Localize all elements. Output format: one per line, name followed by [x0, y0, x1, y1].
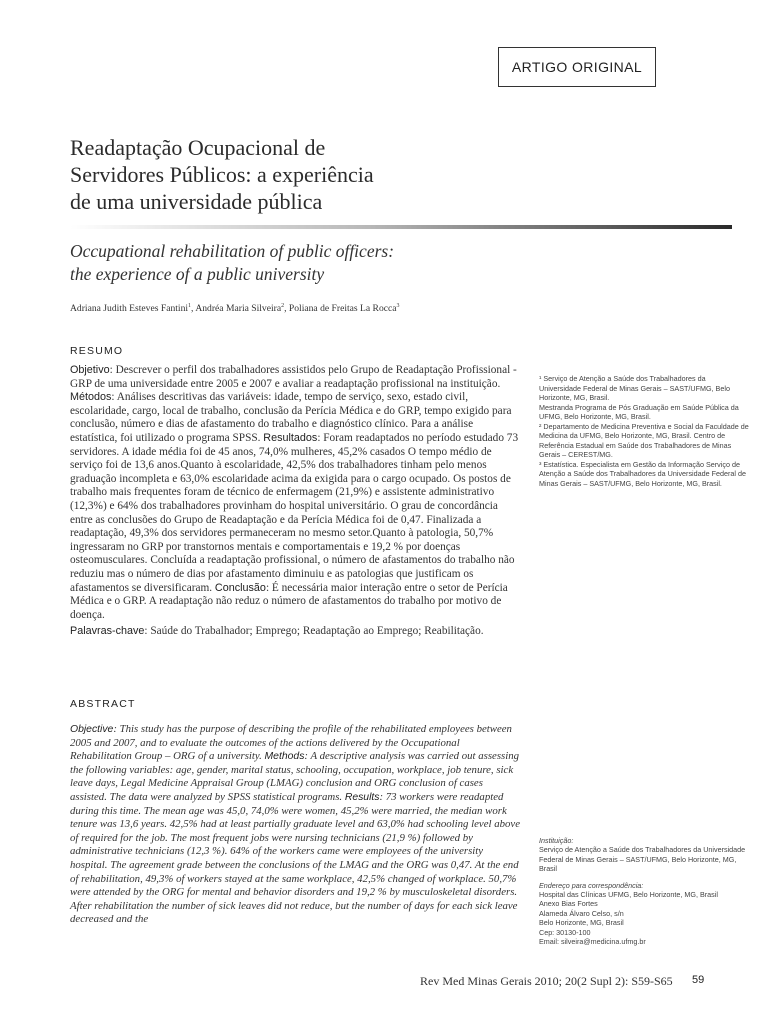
resumo-objetivo-text: : Descrever o perfil dos trabalhadores assistidos pelo Grupo de Readaptação Profissional - GRP de uma universidade entre 2005 e 2007 e avaliar a readaptação profissional na instituição.: [70, 364, 517, 390]
abstract-results-label: Results: [344, 791, 380, 803]
correspondence-label: Endereço para correspondência:: [539, 880, 644, 890]
institution-label: Instituição:: [539, 836, 574, 845]
author-name: Andréa Maria Silveira: [195, 303, 282, 315]
resumo-paragraph: [70, 364, 522, 622]
keywords-label: Palavras-chave: [70, 625, 145, 638]
english-title: [70, 240, 670, 286]
journal-citation: Rev Med Minas Gerais 2010; 20(2 Supl 2): S59-S65: [420, 974, 673, 988]
affiliation-note: ¹ Serviço de Atenção a Saúde dos Trabalhadores da Universidade Federal de Minas Gerais – SAST/UFMG, Belo Horizonte, MG, Brasil.: [539, 374, 730, 402]
abstract-objective-label: Objective: [70, 724, 114, 735]
correspondence-email: Email: silveira@medicina.ufmg.br: [539, 937, 646, 947]
correspondence-line: Hospital das Clínicas UFMG, Belo Horizonte, MG, Brasil: [539, 890, 718, 900]
author-name: Poliana de Freitas La Rocca: [288, 303, 397, 315]
article-title: [70, 134, 540, 215]
title-line: de uma universidade pública: [70, 189, 323, 214]
resumo-resultados-text: : Foram readaptados no período estudado 73 servidores. A idade média foi de 45 anos, 74,0% mulheres, 45,2% casados O tempo médio de serviço foi de 13,6 anos.Quanto à escolaridade, 42,5% dos trabalhadores tinham pelo menos graduação incompleta e 63,0% escolaridade acima da exigida para o cargo ocupado. Os postos de trabalho mais frequentes foram de técnico de enfermagem (21,9%) e assistente administrativo (12,3%) e 64% dos trabalhadores provinham do hospital universitário. O grau de concordância entre as conclusões do Grupo de Readaptação e da Perícia Médica foi de 0,47. Finalizada a readaptação, 49,3% dos servidores permaneceram no mesmo setor.Quanto à patologia, 50,7% ingressaram no GRP por transtornos mentais e comportamentais e 19,2 % por doenças osteomusculares. Concluída a readaptação profissional, o número de afastamentos do trabalho não reduziu mas o número de dias por afastamento diminuiu e as patologias que justificam os afastamentos se diversificaram.: [70, 431, 519, 594]
author-affiliation-mark: 1: [188, 303, 192, 309]
abstract-body: [70, 723, 522, 927]
abstract-results-text: : 73 workers were readapted during this time. The mean age was 45,0, 74,0% were women, 45,2% were married, the median work tenure was 13,6 years. 42,5% had at least partially graduate level and 63,0% had schooling level above of required for the job. The most frequent jobs were nursing technicians (21,9 %) followed by administrative technicians (12,3 %). 64% of the workers came were employees of the university hospital. The agreement grade between the conclusions of the LMAG and the ORG was 0,47. At the end of rehabilitation, 49,3% of workers stayed at the same workplace, 42,5% changed of workplace. 50,7% were attended by the ORG for mental and behavior disorders and 19,2 % by musculoskeletal disorders. After rehabilitation the number of sick leaves did not reduce, but the number of days for each sick leave decreased and the: [70, 790, 520, 926]
article-type-badge: ARTIGO ORIGINAL: [498, 47, 656, 87]
resumo-body: [70, 364, 522, 639]
resumo-resultados-label: Resultados: [263, 431, 318, 444]
correspondence-line: Belo Horizonte, MG, Brasil: [539, 918, 624, 928]
author-affiliation-mark: 2: [281, 303, 285, 309]
author-list: Adriana Judith Esteves Fantini$^1$, Andréa Maria Silveira$^2$, Poliana de Freitas La Rocca$^3$: [70, 303, 400, 315]
resumo-conclusao-label: Conclusão: [214, 581, 266, 594]
subtitle-line: the experience of a public university: [70, 264, 325, 284]
title-line: Readaptação Ocupacional de: [70, 135, 326, 160]
institution-text: Serviço de Atenção a Saúde dos Trabalhadores da Universidade Federal de Minas Gerais – SAST/UFMG, Belo Horizonte, MG, Brasil: [539, 845, 746, 874]
author-affiliation-mark: 3: [396, 303, 400, 309]
subtitle-line: Occupational rehabilitation of public officers:: [70, 241, 395, 261]
page-number: 59: [692, 974, 705, 986]
abstract-objective-text: : This study has the purpose of describing the profile of the rehabilitated employees between 2005 and 2007, and to evaluate the outcomes of the actions delivered by the Occupational Rehabilitation Group – ORG of a university.: [70, 723, 512, 763]
abstract-paragraph: [70, 723, 522, 927]
abstract-methods-label: Methods: [264, 751, 305, 763]
affiliation-note: ² Departamento de Medicina Preventiva e Social da Faculdade de Medicina da UFMG, Belo Horizonte, MG, Brasil. Centro de Referência Estadual em Saúde dos Trabalhadores de Minas Gerais – CEREST/MG.: [539, 421, 749, 459]
title-line: Servidores Públicos: a experiência: [70, 162, 374, 187]
abstract-methods-text: : A descriptive analysis was carried out assessing the following variables: age, gender, marital status, schooling, occupation, workplace, job tenure, sick leave days, Legal Medicine Appraisal Group (LMAG) conclusion and ORG conclusion of cases assisted. The data were analyzed by SPSS statistical programs.: [70, 750, 520, 803]
institution-block: [539, 836, 749, 946]
resumo-heading: RESUMO: [70, 345, 124, 357]
affiliation-note: ³ Estatística. Especialista em Gestão da Informação Serviço de Atenção a Saúde dos Trabalhadores da Universidade Federal de Minas Gerais – SAST/UFMG, Belo Horizonte, MG, Brasil.: [539, 459, 746, 488]
correspondence-line: Cep: 30130-100: [539, 927, 591, 937]
resumo-objetivo-label: Objetivo: [70, 364, 110, 376]
resumo-metodos-text: : Análises descritivas das variáveis: idade, tempo de serviço, sexo, estado civil, escolaridade, cargo, local de trabalho, conclusão da Perícia Médica e do GRP, tempo exigido para conclusão, número e dias de afastamento do trabalho e diagnóstico clínico. Para a análise estatística, foi utilizado o programa SPSS.: [70, 391, 512, 444]
affiliation-note: Mestranda Programa de Pós Graduação em Saúde Pública da UFMG, Belo Horizonte, MG, Brasil.: [539, 402, 739, 421]
correspondence-line: Anexo Bias Fortes: [539, 899, 598, 909]
title-divider: [70, 225, 732, 229]
spacer: [539, 874, 749, 881]
resumo-keywords: [70, 625, 522, 639]
abstract-heading: ABSTRACT: [70, 698, 136, 710]
author-name: Adriana Judith Esteves Fantini: [70, 303, 189, 315]
correspondence-line: Alameda Álvaro Celso, s/n: [539, 908, 624, 918]
resumo-metodos-label: Métodos: [70, 391, 112, 404]
affiliation-notes: [539, 374, 749, 488]
keywords-text: : Saúde do Trabalhador; Emprego; Readaptação ao Emprego; Reabilitação.: [144, 625, 484, 638]
resumo-conclusao-text: : É necessária maior interação entre o setor de Perícia Médica e o GRP. A readaptação não reduz o número de afastamentos do trabalho por motivo de doença.: [70, 581, 508, 621]
